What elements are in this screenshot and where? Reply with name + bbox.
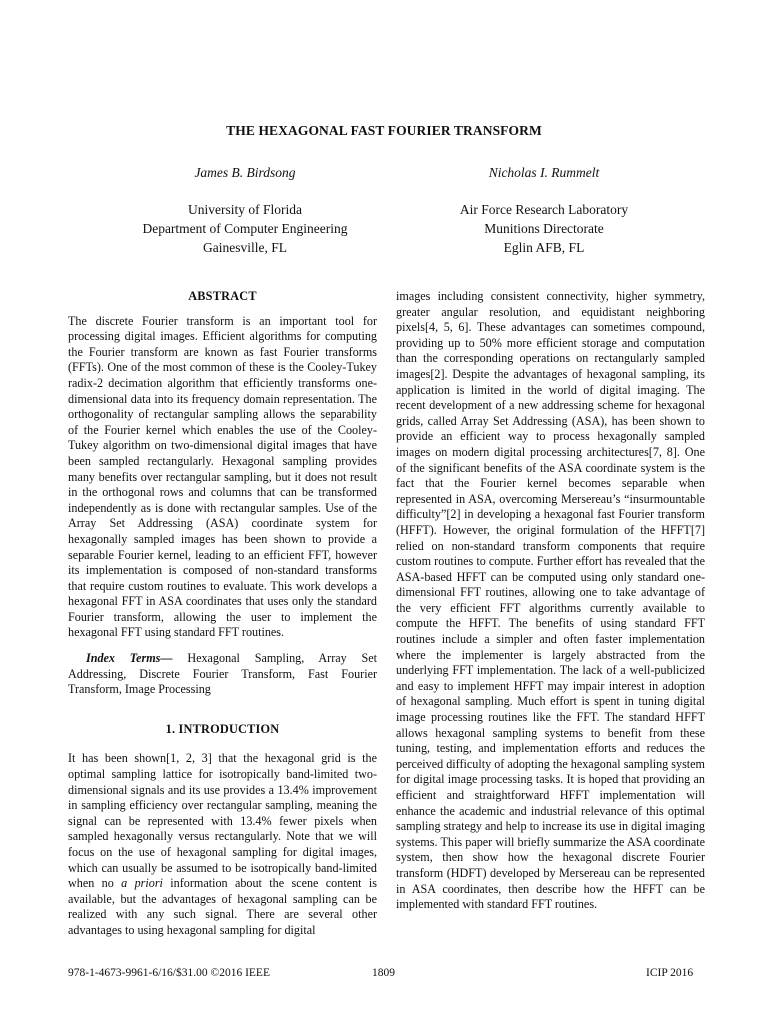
- index-terms: [68, 651, 377, 698]
- author-affiliation-line: Gainesville, FL: [203, 240, 287, 255]
- right-column: [396, 289, 705, 913]
- author-affiliation-line: Eglin AFB, FL: [503, 240, 585, 255]
- paper-title: THE HEXAGONAL FAST FOURIER TRANSFORM: [226, 123, 542, 138]
- author-name: Nicholas I. Rummelt: [488, 165, 600, 180]
- intro-text-part: information about the scene content is available, but the advantages of hexagonal sampling can be realized with any such signal. There are several other advantages to using hexagonal sampling for digital: [68, 876, 377, 937]
- copyright-footer: 978-1-4673-9961-6/16/$31.00 ©2016 IEEE: [68, 967, 270, 979]
- conference-name: ICIP 2016: [646, 967, 694, 979]
- abstract-heading: ABSTRACT: [188, 289, 257, 303]
- introduction-continued-text: images including consistent connectivity, higher symmetry, greater angular resolution, and equidistant neighboring pixels[4, 5, 6]. These advantages can sometimes compound, providing up to 50% more efficient storage and computation than the corresponding operations on rectangularly sampled images[2]. Despite the advantages of hexagonal sampling, its application is limited in the world of digital imaging. The recent development of a new addressing scheme for hexagonal grids, called Array Set Addressing (ASA), has been shown to provide an efficient way to process hexagonally sampled images on modern digital processing architectures[7, 8]. One of the significant benefits of the ASA coordinate system is the fact that the Fourier kernel becomes separable when represented in ASA, overcoming Mersereau’s “insurmountable difficulty”[2] in developing a hexagonal fast Fourier transform (HFFT). However, the original formulation of the HFFT[7] relied on non-standard transform components that require custom routines to compute. Further effort has revealed that the ASA-based HFFT can be computed using only standard one-dimensional FFT routines, allowing one to take advantage of the very efficient FFT algorithms currently available to compute the HFFT. The benefits of using standard FFT routines include a simpler and often faster implementation where the implementer is largely abstracted from the underlying FFT implementation. The lack of a well-publicized and easy to implement HFFT may impair interest in adoption of hexagonal sampling. Much effort is spent in tuning digital image processing routines like the FFT. The standard HFFT allows hexagonal sampling systems to benefit from these tuning, testing, and implementation efforts and reduces the perceived difficulty of adopting the hexagonal sampling system for digital image processing tasks. It is hoped that providing an efficient and straightforward HFFT implementation will enhance the academic and industrial relevance of this optimal sampling strategy and help to increase its use in digital imaging systems. This paper will briefly summarize the ASA coordinate system, then show how the hexagonal discrete Fourier transform (HDFT) developed by Mersereau can be represented in ASA coordinates, then describe how the HFFT can be implemented with standard FFT routines.: [396, 289, 705, 912]
- abstract-text: The discrete Fourier transform is an important tool for processing digital images. Efficient algorithms for computing the Fourier transform are known as fast Fourier transforms (FFTs). One of the most common of these is the Cooley-Tukey radix-2 decimation algorithm that efficiently transforms one-dimensional data into its frequency domain representation. The orthogonality of rectangular sampling allows the separability of the Fourier kernel which enables the use of the Cooley-Tukey algorithm on two-dimensional digital images that have been sampled rectangularly. Hexagonal sampling provides many benefits over rectangular sampling, but it does not result in the orthogonal rows and columns that can be transformed independently as is done with rectangular samples. Use of the Array Set Addressing (ASA) coordinate system for hexagonally sampled images has been shown to provide a separable Fourier kernel, leading to an efficient FFT, however its implementation is composed of non-standard transforms that require custom routines to evaluate. This work develops a hexagonal FFT in ASA coordinates that uses only the standard Fourier transform, allowing the user to implement the hexagonal FFT using standard FFT routines.: [68, 313, 377, 640]
- introduction-heading: 1. INTRODUCTION: [165, 721, 280, 736]
- author-affiliation-line: Munitions Directorate: [484, 221, 604, 236]
- author-block-2: [394, 163, 694, 257]
- author-name: James B. Birdsong: [194, 165, 296, 180]
- page-number: 1809: [372, 967, 395, 979]
- introduction-text: [68, 751, 377, 938]
- author-block-1: [95, 163, 395, 257]
- author-affiliation-line: Department of Computer Engineering: [142, 221, 348, 236]
- author-affiliation-line: Air Force Research Laboratory: [459, 202, 629, 217]
- index-terms-label: Index Terms—: [86, 651, 173, 666]
- index-terms-text: Hexagonal Sampling, Array Set Addressing, Discrete Fourier Transform, Fast Fourier Transform, Image Processing: [68, 651, 378, 697]
- left-column: [68, 289, 377, 939]
- intro-italic-term: a priori: [121, 876, 163, 891]
- intro-text-part: It has been shown[1, 2, 3] that the hexagonal grid is the optimal sampling lattice for isotropically band-limited two-dimensional signals and its use provides a 13.4% improvement in sampling efficiency over rectangular sampling, meaning the signal can be represented with 13.4% fewer pixels when sampled hexagonally versus rectangularly. Note that we will focus on the use of hexagonal sampling for digital images, which can usually be assumed to be isotropically band-limited when no: [68, 751, 377, 891]
- author-affiliation-line: University of Florida: [188, 202, 302, 217]
